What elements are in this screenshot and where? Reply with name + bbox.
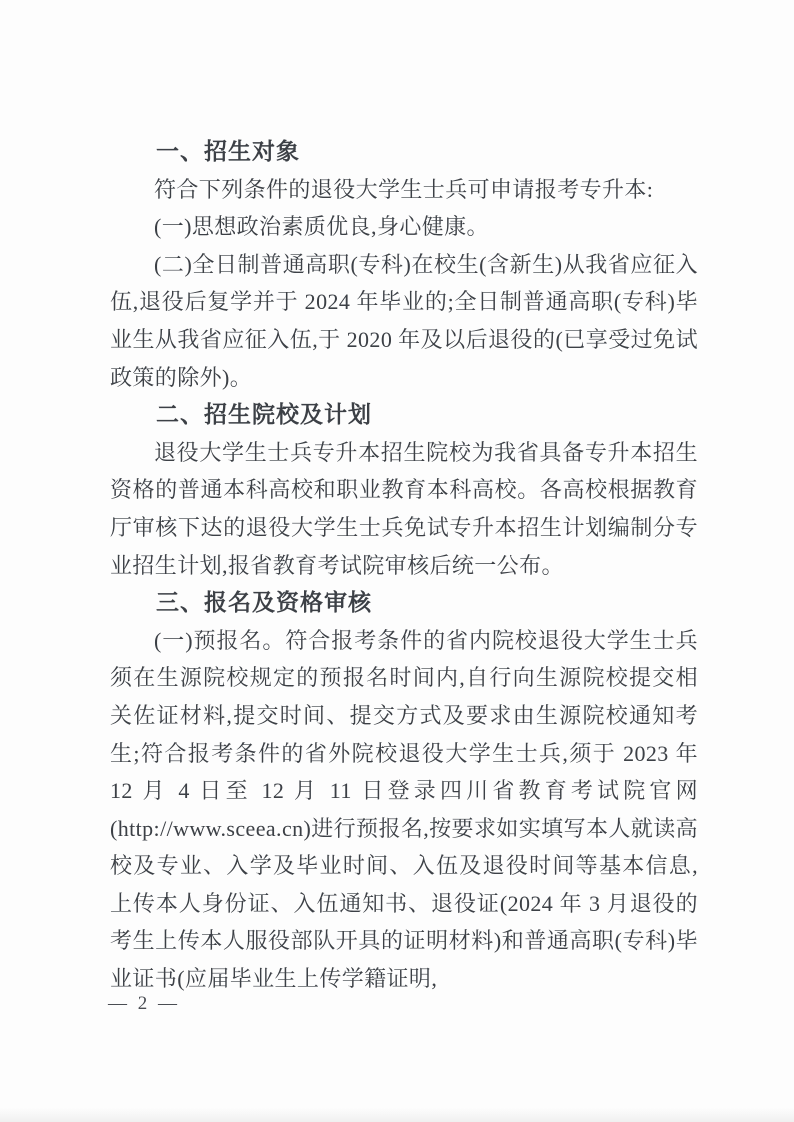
- section-heading-0: 一、招生对象: [156, 138, 300, 164]
- page-number: — 2 —: [108, 993, 180, 1014]
- section-paragraph-7: (一)预报名。符合报考条件的省内院校退役大学生士兵须在生源院校规定的预报名时间内,自行向生源院校提交相关佐证材料,提交时间、提交方式及要求由生源院校通知考生;符合报考条件的省外院校退役大学生士兵,须于 2023 年 12 月 4 日至 12 月 11 日登录四川省教育考试院官网(http://www.sceea.cn)进行预报名,按要求如实填写本人就读高校及专业、入学及毕业时间、入伍及退役时间等基本信息,上传本人身份证、入伍通知书、退役证(2024 年 3 月退役的考生上传本人服役部队开具的证明材料)和普通高职(专科)毕业证书(应届毕业生上传学籍证明,: [110, 627, 698, 992]
- section-paragraph-2: (一)思想政治素质优良,身心健康。: [154, 214, 489, 240]
- section-paragraph-3: (二)全日制普通高职(专科)在校生(含新生)从我省应征入伍,退役后复学并于 2024 年毕业的;全日制普通高职(专科)毕业生从我省应征入伍,于 2020 年及以后退役的(已享受过免试政策的除外)。: [110, 251, 698, 390]
- section-paragraph-1: 符合下列条件的退役大学生士兵可申请报考专升本:: [154, 176, 654, 202]
- section-heading-6: 三、报名及资格审核: [156, 589, 372, 616]
- section-paragraph-5: 退役大学生士兵专升本招生院校为我省具备专升本招生资格的普通本科高校和职业教育本科高校。各高校根据教育厅审核下达的退役大学生士兵免试专升本招生计划编制分专业招生计划,报省教育考试院审核后统一公布。: [110, 439, 698, 578]
- scan-artifact: [0, 1108, 794, 1122]
- section-heading-4: 二、招生院校及计划: [156, 401, 372, 428]
- document-body: [110, 133, 698, 998]
